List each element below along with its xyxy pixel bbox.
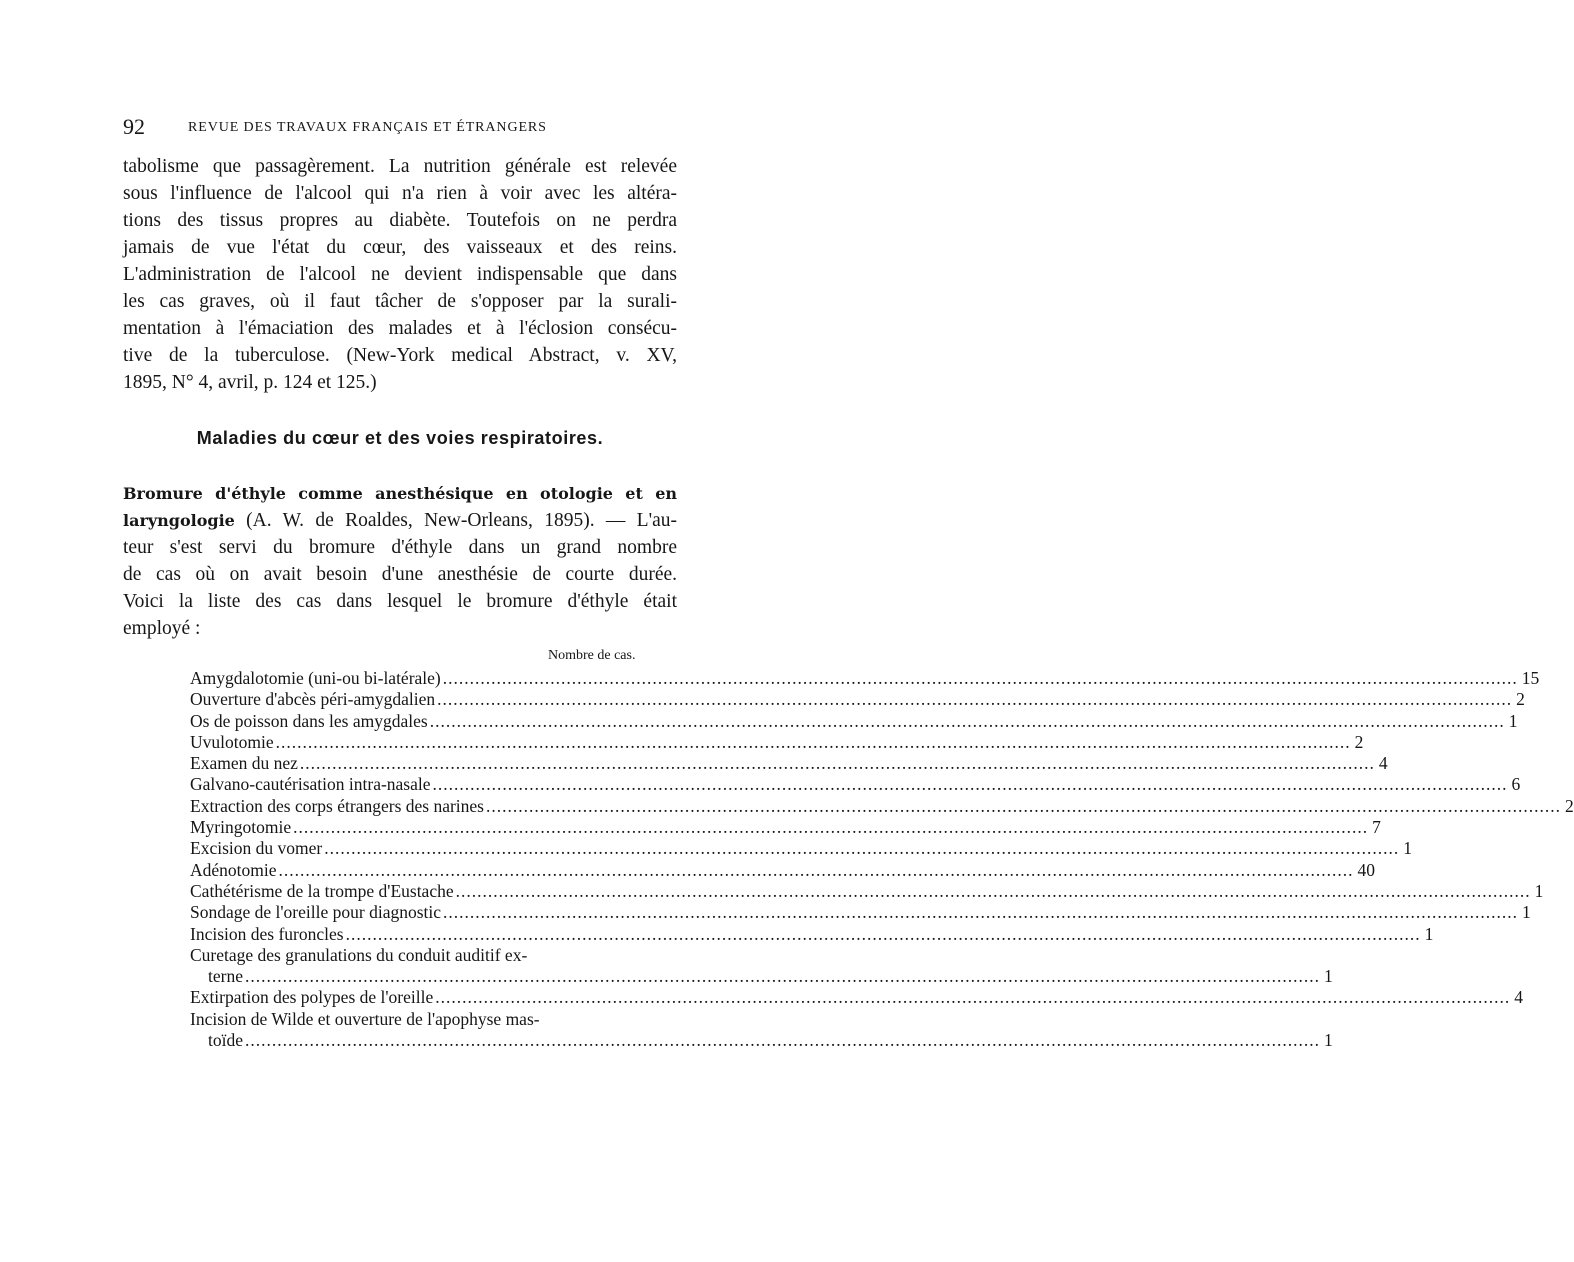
case-count: 1 [1403,838,1412,859]
table-row [190,838,1412,859]
section-heading: Maladies du cœur et des voies respiratoires. [196,428,604,448]
case-count: 6 [1511,774,1521,795]
dot-leader: ........................................................................................................................................................................................................ [443,902,1519,923]
case-label: Incision des furoncles [190,923,344,944]
table-row [190,859,1376,881]
dot-leader: ........................................................................................................................................................................................................ [432,774,1508,795]
case-count: 1 [1323,966,1333,987]
dot-leader: ........................................................................................................................................................................................................ [455,880,1531,901]
paragraph-alcohol-treatment [123,153,677,396]
dot-leader: ........................................................................................................................................................................................................ [278,859,1354,880]
table-row [190,795,1574,817]
article-title-part1: Bromure d'éthyle comme anesthésique en otologie et en [123,484,677,503]
dot-leader: ........................................................................................................................................................................................................ [293,817,1369,838]
dot-leader: ........................................................................................................................................................................................................ [435,987,1511,1008]
table-row [190,1009,626,1030]
case-label: Uvulotomie [190,731,274,752]
dot-leader: ........................................................................................................................................................................................................ [442,668,1518,688]
dot-leader: ........................................................................................................................................................................................................ [299,753,1375,774]
case-count: 2 [1565,795,1574,816]
case-label: Excision du vomer [190,838,323,859]
case-count: 2 [1516,689,1525,710]
case-label: Myringotomie [190,817,292,838]
article-title-part2: laryngologie [123,511,235,530]
case-label-continuation: toïde [208,1030,243,1051]
case-count: 7 [1372,817,1381,838]
table-row [190,731,1364,753]
text-line: tions des tissus propres au diabète. Toutefois on ne perdra [123,210,677,231]
table-row [190,817,1381,838]
case-count: 1 [1508,710,1518,731]
case-label: Amygdalotomie (uni-ou bi-latérale) [190,668,441,688]
dot-leader: ........................................................................................................................................................................................................ [244,966,1320,987]
text-line: mentation à l'émaciation des malades et à l'éclosion consécu- [123,318,677,339]
case-count: 4 [1514,987,1523,1008]
table-row [190,880,1544,902]
cases-table [190,668,1574,1051]
case-label: Adénotomie [190,859,277,880]
table-row [190,710,1518,732]
table-row [190,689,1525,710]
case-count: 4 [1378,753,1388,774]
case-label: Extraction des corps étrangers des narines [190,795,484,816]
text-line: employé : [123,618,201,639]
citation-text: (A. W. de Roaldes, New-Orleans, 1895). — L'au- [234,510,677,531]
table-row [190,902,1531,923]
table-row [190,987,1523,1008]
table-row [190,923,1434,945]
text-line: de cas où on avait besoin d'une anesthésie de courte durée. [123,564,677,585]
case-count: 1 [1424,923,1434,944]
text-line: les cas graves, où il faut tâcher de s'opposer par la surali- [123,291,677,312]
table-row [190,774,1521,795]
page-number: 92 [123,114,145,139]
text-line: tive de la tuberculose. (New-York medical Abstract, v. XV, [123,345,677,366]
case-count: 15 [1521,668,1540,688]
case-label: Cathétérisme de la trompe d'Eustache [190,880,454,901]
running-header [123,112,683,142]
text-line: 1895, N° 4, avril, p. 124 et 125.) [123,372,377,393]
dot-leader: ........................................................................................................................................................................................................ [324,838,1400,859]
dot-leader: ........................................................................................................................................................................................................ [429,710,1505,731]
text-line: sous l'influence de l'alcool qui n'a rien à voir avec les altéra- [123,183,677,204]
case-label: Ouverture d'abcès péri-amygdalien [190,689,436,710]
case-label: Examen du nez [190,753,298,774]
table-row [190,945,626,966]
text-line: Voici la liste des cas dans lesquel le bromure d'éthyle était [123,591,677,612]
table-column-header: Nombre de cas. [548,648,636,663]
case-label: Curetage des granulations du conduit auditif ex- [190,944,528,965]
dot-leader: ........................................................................................................................................................................................................ [245,1030,1320,1051]
running-title: REVUE DES TRAVAUX FRANÇAIS ET ÉTRANGERS [188,120,547,135]
text-line: tabolisme que passagèrement. La nutrition générale est relevée [123,156,677,177]
dot-leader: ........................................................................................................................................................................................................ [437,689,1513,710]
case-count: 1 [1522,902,1531,923]
case-count: 1 [1534,880,1544,901]
case-label: Os de poisson dans les amygdales [190,710,428,731]
case-label: Galvano-cautérisation intra-nasale [190,774,431,795]
text-line [123,480,677,507]
case-count: 2 [1354,731,1364,752]
case-count: 40 [1357,859,1376,880]
dot-leader: ........................................................................................................................................................................................................ [345,923,1421,944]
dot-leader: ........................................................................................................................................................................................................ [486,795,1561,816]
text-line [123,507,677,534]
case-count: 1 [1324,1030,1333,1051]
case-label-continuation: terne [208,966,243,987]
case-label: Sondage de l'oreille pour diagnostic [190,902,442,923]
case-label: Extirpation des polypes de l'oreille [190,987,434,1008]
dot-leader: ........................................................................................................................................................................................................ [275,731,1351,752]
paragraph-ethyl-bromide [123,480,677,642]
case-label: Incision de Wilde et ouverture de l'apophyse mas- [190,1008,540,1029]
table-row-continuation [190,966,1333,987]
text-line: teur s'est servi du bromure d'éthyle dans un grand nombre [123,537,677,558]
text-line: L'administration de l'alcool ne devient indispensable que dans [123,264,677,285]
table-row [190,753,1388,774]
table-row-continuation [190,1030,1333,1051]
table-row [190,668,1540,689]
text-line: jamais de vue l'état du cœur, des vaisseaux et des reins. [123,237,677,258]
